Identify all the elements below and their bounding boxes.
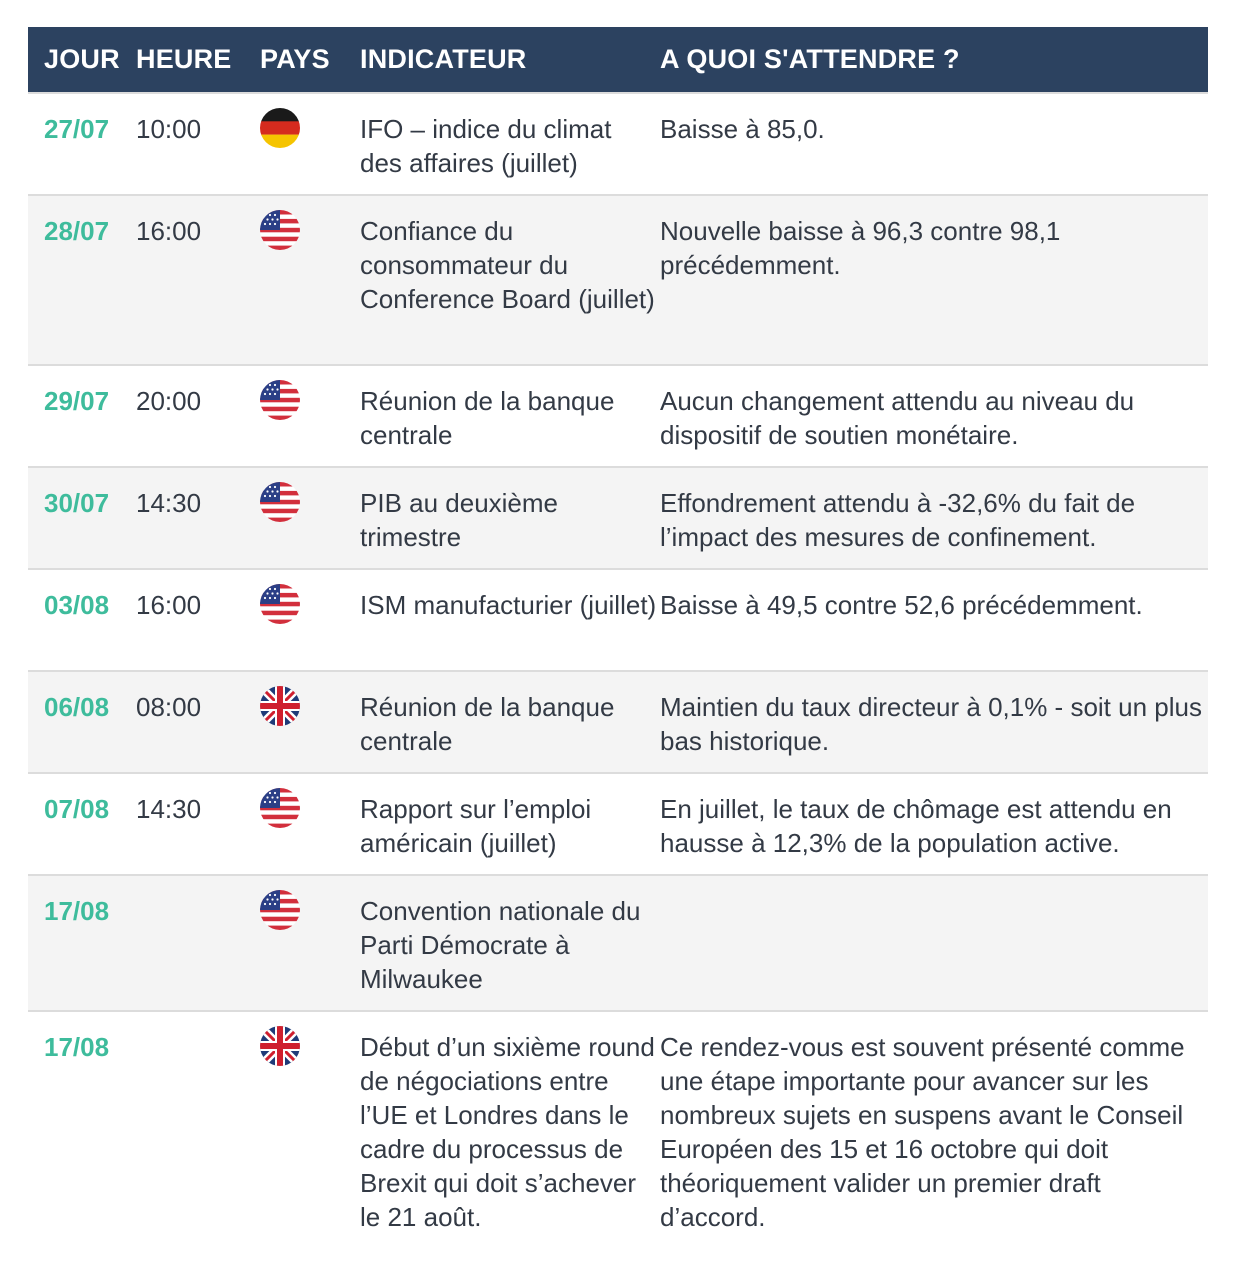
- us-flag-icon: [260, 584, 300, 624]
- row-expect: Baisse à 85,0.: [660, 114, 825, 144]
- table-row: [28, 196, 1208, 366]
- row-expect: Effondrement attendu à -32,6% du fait de l’impact des mesures de confinement.: [660, 488, 1136, 552]
- header-expect: A QUOI S'ATTENDRE ?: [660, 44, 960, 74]
- table-row: [28, 366, 1208, 468]
- row-time: 16:00: [136, 216, 202, 246]
- row-indicator: Rapport sur l’emploi américain (juillet): [360, 794, 592, 858]
- table-header: [28, 27, 1208, 92]
- row-expect: Aucun changement attendu au niveau du dispositif de soutien monétaire.: [660, 386, 1135, 450]
- row-indicator: Convention nationale du Parti Démocrate à Milwaukee: [360, 896, 641, 994]
- row-indicator: Confiance du consommateur du Conference Board (juillet): [360, 216, 655, 314]
- row-date: 29/07: [44, 386, 110, 416]
- row-time: 10:00: [136, 114, 202, 144]
- row-expect: Maintien du taux directeur à 0,1% - soit un plus bas historique.: [660, 692, 1202, 756]
- row-expect: Ce rendez-vous est souvent présenté comme une étape importante pour avancer sur les nombreux sujets en suspens avant le Conseil Européen des 15 et 16 octobre qui doit théoriquement valider un premier draft d’accord.: [660, 1032, 1185, 1232]
- us-flag-icon: [260, 380, 300, 420]
- header-indicator: INDICATEUR: [360, 44, 527, 74]
- table-row: [28, 92, 1208, 196]
- row-indicator: PIB au deuxième trimestre: [360, 488, 559, 552]
- row-indicator: IFO – indice du climat des affaires (juillet): [360, 114, 612, 178]
- row-date: 07/08: [44, 794, 110, 824]
- row-indicator: ISM manufacturier (juillet): [360, 590, 657, 620]
- row-indicator: Réunion de la banque centrale: [360, 386, 615, 450]
- calendar-table: [28, 27, 1208, 1282]
- row-time: 16:00: [136, 590, 202, 620]
- row-expect: Baisse à 49,5 contre 52,6 précédemment.: [660, 590, 1143, 620]
- row-expect: En juillet, le taux de chômage est attendu en hausse à 12,3% de la population active.: [660, 794, 1172, 858]
- row-time: 08:00: [136, 692, 202, 722]
- table-row: [28, 570, 1208, 672]
- uk-flag-icon: [260, 686, 300, 726]
- us-flag-icon: [260, 482, 300, 522]
- row-date: 28/07: [44, 216, 110, 246]
- row-date: 17/08: [44, 896, 110, 926]
- row-expect: Nouvelle baisse à 96,3 contre 98,1 précédemment.: [660, 216, 1061, 280]
- header-time: HEURE: [136, 44, 232, 74]
- table-row: [28, 1012, 1208, 1282]
- row-indicator: Début d’un sixième round de négociations entre l’UE et Londres dans le cadre du processus de Brexit qui doit s’achever le 21 août.: [360, 1032, 655, 1232]
- us-flag-icon: [260, 210, 300, 250]
- row-time: 20:00: [136, 386, 202, 416]
- us-flag-icon: [260, 788, 300, 828]
- table-row: [28, 876, 1208, 1012]
- table-row: [28, 468, 1208, 570]
- table-row: [28, 774, 1208, 876]
- table-row: [28, 672, 1208, 774]
- header-country: PAYS: [260, 44, 330, 74]
- row-indicator: Réunion de la banque centrale: [360, 692, 615, 756]
- row-date: 03/08: [44, 590, 110, 620]
- uk-flag-icon: [260, 1026, 300, 1066]
- row-time: 14:30: [136, 794, 202, 824]
- us-flag-icon: [260, 890, 300, 930]
- row-date: 06/08: [44, 692, 110, 722]
- row-date: 30/07: [44, 488, 110, 518]
- row-date: 17/08: [44, 1032, 110, 1062]
- row-date: 27/07: [44, 114, 110, 144]
- header-day: JOUR: [44, 44, 120, 74]
- row-time: 14:30: [136, 488, 202, 518]
- germany-flag-icon: [260, 108, 300, 148]
